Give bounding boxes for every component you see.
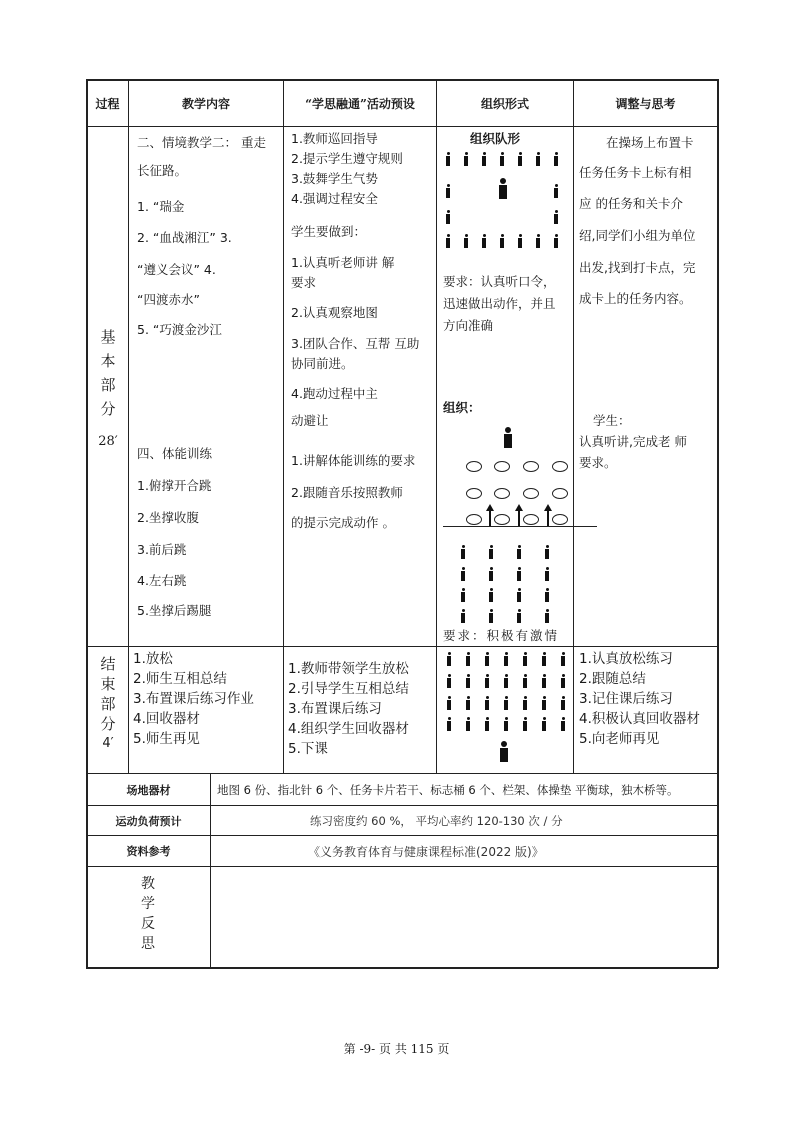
marker-ring: [523, 488, 539, 499]
student-icon: [541, 696, 547, 710]
student-icon: [553, 210, 559, 224]
activity-line: 学生要做到：: [291, 224, 367, 239]
activity-line: 2.认真观察地图: [291, 305, 378, 320]
activity-line: 4.强调过程安全: [291, 191, 378, 206]
reference-value: 《义务教育体育与健康课程标准(2022 版)》: [308, 844, 544, 859]
adjust-line: 学生：: [593, 413, 631, 428]
student-icon: [544, 609, 550, 623]
student-icon: [516, 545, 522, 559]
content-line: 四、体能训练: [137, 446, 213, 461]
ending-adjust-line: 3.记住课后练习: [579, 691, 673, 707]
student-icon: [484, 652, 490, 666]
marker-ring: [523, 514, 539, 525]
student-icon: [503, 717, 509, 731]
student-icon: [460, 545, 466, 559]
start-line: [443, 526, 597, 527]
basic-char: 分: [100, 400, 116, 418]
reflection-char: 反: [141, 916, 155, 932]
student-icon: [503, 652, 509, 666]
student-icon: [465, 696, 471, 710]
basic-char: 本: [100, 352, 116, 370]
ending-content-line: 5.师生再见: [133, 731, 200, 747]
student-icon: [499, 234, 505, 248]
student-icon: [535, 152, 541, 166]
reference-label: 资料参考: [126, 845, 171, 858]
student-icon: [535, 234, 541, 248]
student-icon: [446, 674, 452, 688]
ending-adjust-line: 2.跟随总结: [579, 671, 646, 687]
content-line: 5.坐撑后踢腿: [137, 603, 212, 618]
marker-ring: [466, 514, 482, 525]
student-icon: [560, 717, 566, 731]
ending-activity-line: 1.教师带领学生放松: [288, 661, 409, 677]
activity-line: 协同前进。: [291, 356, 354, 371]
content-line: 4.左右跳: [137, 573, 187, 588]
student-icon: [516, 567, 522, 581]
student-icon: [560, 674, 566, 688]
student-icon: [553, 152, 559, 166]
activity-line: 要求: [291, 275, 317, 290]
student-icon: [446, 652, 452, 666]
content-line: 长征路。: [137, 163, 188, 178]
ending-content-line: 1.放松: [133, 651, 173, 667]
content-line: 2.坐撑收腹: [137, 510, 199, 525]
header-content: 教学内容: [181, 96, 230, 111]
marker-ring: [494, 488, 510, 499]
student-icon: [445, 210, 451, 224]
student-icon: [522, 674, 528, 688]
adjust-line: 出发,找到打卡点，完: [579, 260, 696, 275]
adjust-line: 要求。: [579, 455, 617, 470]
ending-content-line: 3.布置课后练习作业: [133, 691, 254, 707]
arrow-up-icon: [489, 510, 491, 526]
content-line: 3.前后跳: [137, 542, 187, 557]
ending-activity-line: 3.布置课后练习: [288, 701, 382, 717]
adjust-line: 任务任务卡上标有相: [579, 165, 692, 180]
marker-ring: [552, 461, 568, 472]
content-line: 2. “血战湘江” 3.: [137, 230, 232, 245]
header-process: 过程: [95, 96, 120, 111]
student-icon: [463, 234, 469, 248]
activity-line: 3.鼓舞学生气势: [291, 171, 378, 186]
student-icon: [465, 652, 471, 666]
ending-adjust-line: 4.积极认真回收器材: [579, 711, 700, 727]
ending-adjust-line: 1.认真放松练习: [579, 651, 673, 667]
student-icon: [446, 717, 452, 731]
teacher-icon: [502, 427, 514, 449]
student-icon: [522, 717, 528, 731]
adjust-line: 在操场上布置卡: [606, 135, 694, 150]
student-icon: [544, 588, 550, 602]
activity-line: 的提示完成动作 。: [291, 515, 395, 530]
activity-line: 3.团队合作、互帮 互助: [291, 336, 420, 351]
teacher-icon: [497, 178, 509, 200]
student-icon: [516, 609, 522, 623]
student-icon: [544, 545, 550, 559]
student-icon: [465, 674, 471, 688]
ending-activity-line: 2.引导学生互相总结: [288, 681, 409, 697]
activity-line: 动避让: [291, 413, 329, 428]
basic-time: 28′: [98, 434, 118, 449]
marker-ring: [466, 461, 482, 472]
marker-ring: [494, 461, 510, 472]
activity-line: 4.跑动过程中主: [291, 386, 378, 401]
student-icon: [560, 652, 566, 666]
student-icon: [541, 652, 547, 666]
ending-char: 束: [100, 675, 116, 693]
content-line: 1.俯撑开合跳: [137, 478, 212, 493]
header-activity: “学思融通”活动预设: [305, 96, 415, 111]
student-icon: [517, 234, 523, 248]
adjust-line: 成卡上的任务内容。: [579, 291, 692, 306]
student-icon: [484, 717, 490, 731]
student-icon: [445, 234, 451, 248]
marker-ring: [552, 488, 568, 499]
org-title: 组织队形: [470, 131, 521, 146]
marker-ring: [552, 514, 568, 525]
student-icon: [560, 696, 566, 710]
student-icon: [484, 696, 490, 710]
adjust-line: 认真听讲,完成老 师: [579, 434, 687, 449]
basic-char: 部: [100, 376, 116, 394]
student-icon: [516, 588, 522, 602]
ending-content-line: 4.回收器材: [133, 711, 200, 727]
header-organization: 组织形式: [480, 96, 529, 111]
page-number: 第 -9- 页 共 115 页: [343, 1042, 450, 1056]
student-icon: [553, 234, 559, 248]
student-icon: [445, 184, 451, 198]
content-line: 二、情境教学二： 重走: [137, 135, 266, 150]
activity-line: 1.认真听老师讲 解: [291, 255, 395, 270]
student-icon: [484, 674, 490, 688]
org-requirement-2: 要求：积极有激情: [443, 628, 560, 643]
reflection-char: 教: [141, 876, 155, 892]
student-icon: [481, 234, 487, 248]
activity-line: 2.提示学生遵守规则: [291, 151, 403, 166]
adjust-line: 绍,同学们小组为单位: [579, 228, 696, 243]
student-icon: [446, 696, 452, 710]
reflection-char: 学: [141, 896, 155, 912]
student-icon: [544, 567, 550, 581]
adjust-line: 应 的任务和关卡介: [579, 196, 683, 211]
student-icon: [465, 717, 471, 731]
marker-ring: [523, 461, 539, 472]
ending-activity-line: 5.下课: [288, 741, 328, 757]
ending-char: 结: [100, 655, 116, 673]
student-icon: [488, 588, 494, 602]
ending-char: 分: [100, 715, 116, 733]
ending-content-line: 2.师生互相总结: [133, 671, 227, 687]
ending-time: 4′: [102, 736, 114, 751]
basic-char: 基: [100, 328, 116, 346]
ending-activity-line: 4.组织学生回收器材: [288, 721, 409, 737]
load-label: 运动负荷预计: [115, 814, 182, 828]
student-icon: [517, 152, 523, 166]
content-line: 1. “瑞金: [137, 199, 185, 214]
teacher-icon: [498, 741, 510, 763]
load-value: 练习密度约 60 %， 平均心率约 120-130 次 / 分: [310, 813, 563, 828]
header-adjust: 调整与思考: [615, 96, 676, 111]
student-icon: [503, 674, 509, 688]
student-icon: [553, 184, 559, 198]
student-icon: [522, 696, 528, 710]
content-line: “遵义会议” 4.: [137, 262, 216, 277]
student-icon: [460, 567, 466, 581]
reflection-char: 思: [141, 936, 155, 952]
org-label: 组织：: [443, 400, 481, 415]
activity-line: 2.跟随音乐按照教师: [291, 485, 403, 500]
venue-label: 场地器材: [126, 783, 171, 797]
activity-line: 1.教师巡回指导: [291, 131, 378, 146]
student-icon: [488, 567, 494, 581]
ending-adjust-line: 5.向老师再见: [579, 731, 660, 747]
student-icon: [488, 609, 494, 623]
student-icon: [445, 152, 451, 166]
content-line: “四渡赤水”: [137, 292, 200, 307]
student-icon: [463, 152, 469, 166]
student-icon: [499, 152, 505, 166]
student-icon: [460, 588, 466, 602]
student-icon: [460, 609, 466, 623]
content-line: 5. “巧渡金沙江: [137, 322, 222, 337]
org-requirement: 迅速做出动作，并且: [443, 296, 556, 311]
org-requirement: 要求：认真听口令，: [443, 274, 556, 289]
venue-value: 地图 6 份、指北针 6 个、任务卡片若干、标志桶 6 个、栏架、体操垫 平衡球，独木桥等。: [217, 782, 679, 797]
student-icon: [541, 674, 547, 688]
student-icon: [522, 652, 528, 666]
marker-ring: [466, 488, 482, 499]
org-requirement: 方向准确: [443, 318, 494, 333]
student-icon: [481, 152, 487, 166]
student-icon: [503, 696, 509, 710]
arrow-up-icon: [547, 510, 549, 526]
ending-char: 部: [100, 695, 116, 713]
student-icon: [488, 545, 494, 559]
marker-ring: [494, 514, 510, 525]
arrow-up-icon: [518, 510, 520, 526]
student-icon: [541, 717, 547, 731]
activity-line: 1.讲解体能训练的要求: [291, 453, 416, 468]
